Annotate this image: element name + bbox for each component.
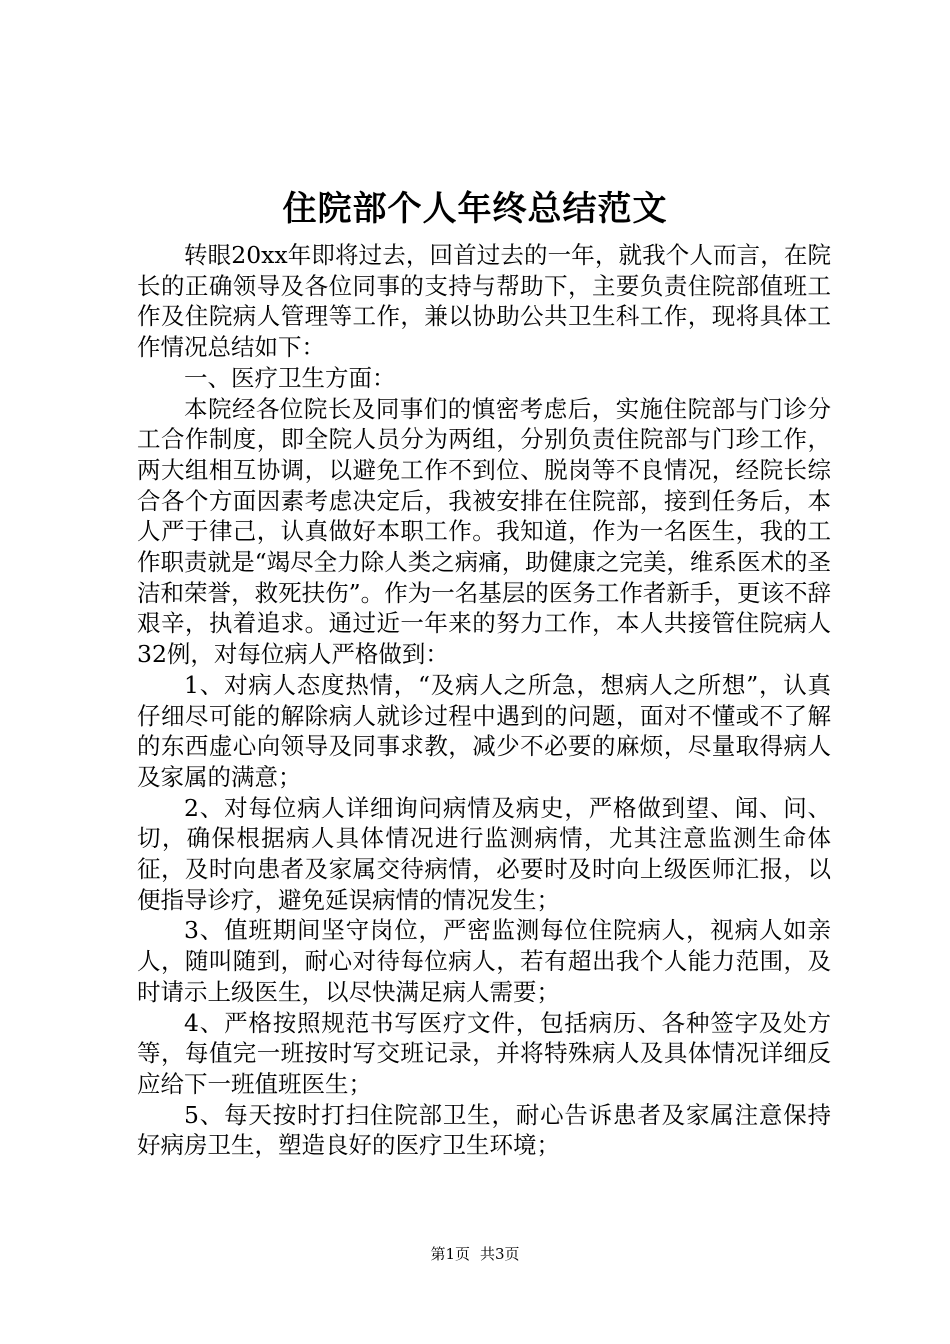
section-heading-medical: 一、医疗卫生方面：: [184, 363, 396, 392]
document-body: [137, 240, 831, 1161]
list-item-5: 5、每天按时打扫住院部卫生，耐心告诉患者及家属注意保持好病房卫生，塑造良好的医疗卫生环境；: [137, 1100, 831, 1160]
document-title: 住院部个人年终总结范文: [282, 189, 668, 229]
list-item-1: 1、对病人态度热情，“及病人之所急，想病人之所想”，认真仔细尽可能的解除病人就诊过程中遇到的问题，面对不懂或不了解的东西虚心向领导及同事求教，减少不必要的麻烦，尽量取得病人及家属的满意；: [137, 670, 831, 791]
page-total: 共3页: [480, 1245, 520, 1263]
paragraph-intro: 转眼20xx年即将过去，回首过去的一年，就我个人而言，在院长的正确领导及各位同事的支持与帮助下，主要负责住院部值班工作及住院病人管理等工作，兼以协助公共卫生科工作，现将具体工作情况总结如下：: [137, 241, 831, 362]
page-number: 第1页: [430, 1245, 470, 1263]
list-item-2: 2、对每位病人详细询问病情及病史，严格做到望、闻、问、切，确保根据病人具体情况进行监测病情，尤其注意监测生命体征，及时向患者及家属交待病情，必要时及时向上级医师汇报，以便指导诊疗，避免延误病情的情况发生；: [137, 793, 831, 914]
page-footer: [0, 1244, 950, 1264]
list-item-4: 4、严格按照规范书写医疗文件，包括病历、各种签字及处方等，每值完一班按时写交班记录，并将特殊病人及具体情况详细反应给下一班值班医生；: [137, 1008, 831, 1098]
list-item-3: 3、值班期间坚守岗位，严密监测每位住院病人，视病人如亲人，随叫随到，耐心对待每位病人，若有超出我个人能力范围，及时请示上级医生，以尽快满足病人需要；: [137, 916, 831, 1006]
paragraph-medical-work: 本院经各位院长及同事们的慎密考虑后，实施住院部与门诊分工合作制度，即全院人员分为两组，分别负责住院部与门珍工作，两大组相互协调，以避免工作不到位、脱岗等不良情况，经院长综合各个方面因素考虑决定后，我被安排在住院部，接到任务后，本人严于律己，认真做好本职工作。我知道，作为一名医生，我的工作职责就是“竭尽全力除人类之病痛，助健康之完美，维系医术的圣洁和荣誉，救死扶伤”。作为一名基层的医务工作者新手，更该不辞艰辛，执着追求。通过近一年来的努力工作，本人共接管住院病人32例，对每位病人严格做到：: [137, 394, 831, 669]
